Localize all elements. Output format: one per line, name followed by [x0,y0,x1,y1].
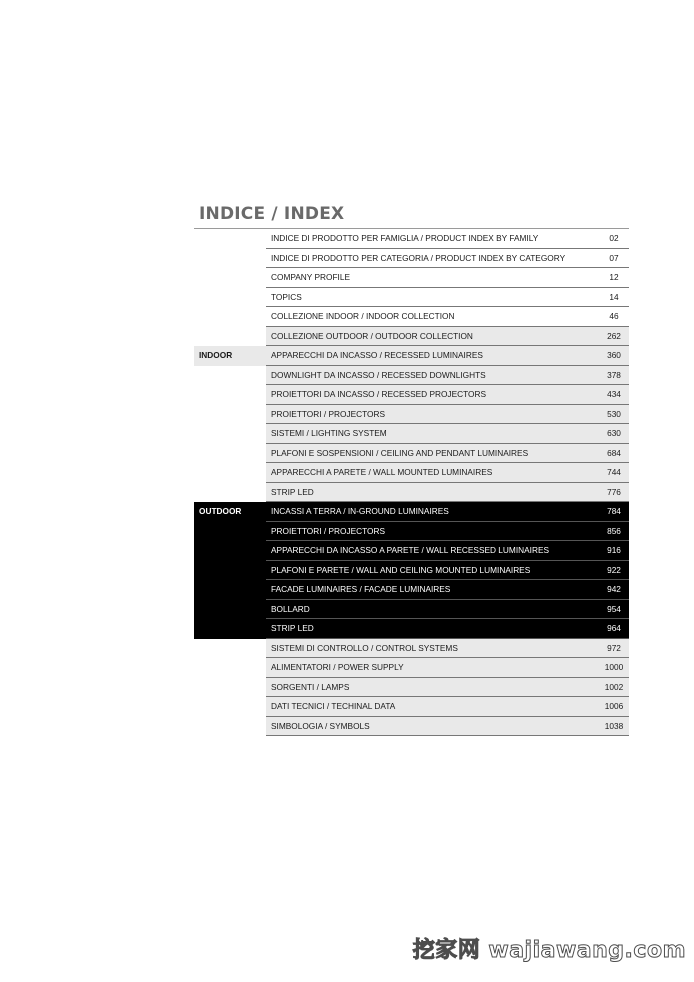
index-row[interactable] [194,229,629,249]
index-entry-page: 964 [599,619,629,639]
index-entry-title: SISTEMI / LIGHTING SYSTEM [266,424,599,444]
index-entry-page: 744 [599,463,629,483]
index-entry-title: APPARECCHI A PARETE / WALL MOUNTED LUMINAIRES [266,463,599,483]
section-label [194,717,266,737]
index-entry-title: INCASSI A TERRA / IN-GROUND LUMINAIRES [266,502,599,522]
index-entry-title: STRIP LED [266,483,599,503]
section-label [194,268,266,288]
index-row[interactable] [194,327,629,347]
section-label [194,307,266,327]
index-row[interactable] [194,619,629,639]
section-label [194,405,266,425]
index-row[interactable] [194,424,629,444]
index-entry-title: PROIETTORI DA INCASSO / RECESSED PROJECTORS [266,385,599,405]
index-entry-title: APPARECCHI DA INCASSO / RECESSED LUMINAIRES [266,346,599,366]
page-title: INDICE / INDEX [199,204,345,224]
index-row[interactable] [194,697,629,717]
index-entry-page: 916 [599,541,629,561]
index-row[interactable] [194,268,629,288]
index-row[interactable] [194,366,629,386]
index-entry-title: PLAFONI E PARETE / WALL AND CEILING MOUNTED LUMINAIRES [266,561,599,581]
index-entry-title: SIMBOLOGIA / SYMBOLS [266,717,599,737]
index-entry-title: APPARECCHI DA INCASSO A PARETE / WALL RECESSED LUMINAIRES [266,541,599,561]
section-label [194,619,266,639]
index-entry-page: 1002 [599,678,629,698]
index-entry-page: 360 [599,346,629,366]
index-row[interactable] [194,522,629,542]
index-row[interactable] [194,561,629,581]
index-entry-title: BOLLARD [266,600,599,620]
index-row[interactable] [194,580,629,600]
index-entry-page: 02 [599,229,629,249]
section-label [194,229,266,249]
index-entry-page: 776 [599,483,629,503]
index-entry-page: 530 [599,405,629,425]
index-entry-page: 954 [599,600,629,620]
index-table [194,229,629,736]
index-row[interactable] [194,288,629,308]
section-label [194,580,266,600]
index-entry-page: 684 [599,444,629,464]
index-entry-page: 922 [599,561,629,581]
section-label [194,385,266,405]
index-entry-page: 46 [599,307,629,327]
index-entry-page: 1038 [599,717,629,737]
section-label [194,639,266,659]
index-row[interactable] [194,717,629,737]
section-label: INDOOR [194,346,266,366]
section-label [194,697,266,717]
section-label [194,561,266,581]
index-entry-title: COLLEZIONE OUTDOOR / OUTDOOR COLLECTION [266,327,599,347]
index-entry-title: SORGENTI / LAMPS [266,678,599,698]
section-label [194,366,266,386]
index-entry-page: 784 [599,502,629,522]
index-entry-page: 12 [599,268,629,288]
index-entry-title: TOPICS [266,288,599,308]
index-entry-page: 856 [599,522,629,542]
index-entry-page: 972 [599,639,629,659]
section-label: OUTDOOR [194,502,266,522]
index-row[interactable] [194,678,629,698]
index-entry-page: 262 [599,327,629,347]
index-row[interactable] [194,658,629,678]
index-entry-title: PROIETTORI / PROJECTORS [266,405,599,425]
section-label [194,541,266,561]
index-row[interactable] [194,444,629,464]
index-entry-title: INDICE DI PRODOTTO PER CATEGORIA / PRODUCT INDEX BY CATEGORY [266,249,599,269]
index-row[interactable] [194,405,629,425]
section-label [194,249,266,269]
index-row[interactable] [194,600,629,620]
index-entry-title: PLAFONI E SOSPENSIONI / CEILING AND PENDANT LUMINAIRES [266,444,599,464]
index-entry-page: 1006 [599,697,629,717]
section-label [194,483,266,503]
index-entry-title: FACADE LUMINAIRES / FACADE LUMINAIRES [266,580,599,600]
section-label [194,522,266,542]
section-label [194,288,266,308]
index-row[interactable] [194,639,629,659]
section-label [194,424,266,444]
index-entry-page: 434 [599,385,629,405]
index-entry-page: 14 [599,288,629,308]
index-entry-page: 942 [599,580,629,600]
index-row[interactable] [194,502,629,522]
index-entry-page: 1000 [599,658,629,678]
section-label [194,600,266,620]
index-row[interactable] [194,385,629,405]
watermark: 挖家网 wajiawang.com [412,938,686,963]
index-row[interactable] [194,249,629,269]
index-row[interactable] [194,346,629,366]
section-label [194,678,266,698]
index-entry-title: INDICE DI PRODOTTO PER FAMIGLIA / PRODUCT INDEX BY FAMILY [266,229,599,249]
section-label [194,658,266,678]
index-entry-title: STRIP LED [266,619,599,639]
index-entry-page: 630 [599,424,629,444]
index-entry-page: 07 [599,249,629,269]
index-entry-title: DATI TECNICI / TECHINAL DATA [266,697,599,717]
index-entry-title: DOWNLIGHT DA INCASSO / RECESSED DOWNLIGHTS [266,366,599,386]
section-label [194,327,266,347]
index-row[interactable] [194,307,629,327]
index-row[interactable] [194,483,629,503]
index-row[interactable] [194,541,629,561]
index-entry-title: COMPANY PROFILE [266,268,599,288]
index-entry-title: ALIMENTATORI / POWER SUPPLY [266,658,599,678]
row-divider [266,735,629,736]
index-entry-title: PROIETTORI / PROJECTORS [266,522,599,542]
section-label [194,444,266,464]
section-label [194,463,266,483]
index-entry-title: COLLEZIONE INDOOR / INDOOR COLLECTION [266,307,599,327]
index-entry-page: 378 [599,366,629,386]
index-entry-title: SISTEMI DI CONTROLLO / CONTROL SYSTEMS [266,639,599,659]
index-row[interactable] [194,463,629,483]
